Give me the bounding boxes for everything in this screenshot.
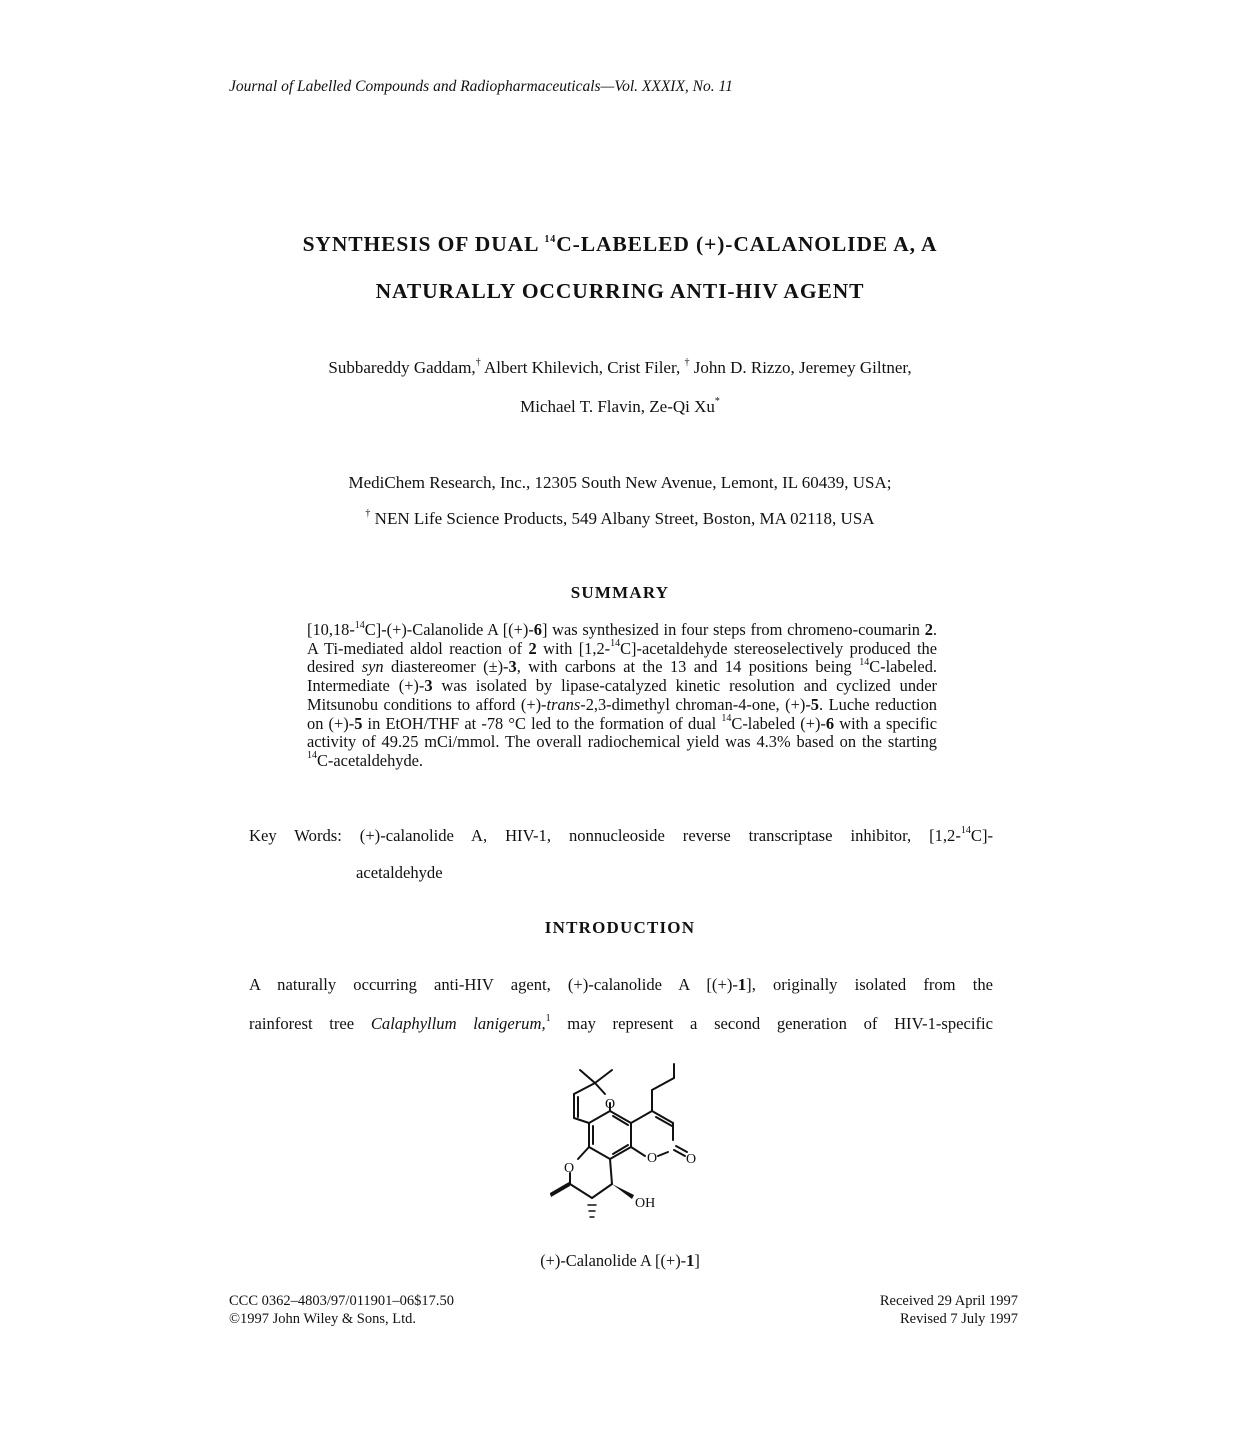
- footer-left: [229, 1292, 454, 1328]
- paper-title-line-2: NATURALLY OCCURRING ANTI-HIV AGENT: [375, 279, 865, 303]
- summary-paragraph: [10,18-$^{14}$C]-(+)-Calanolide A [(+)-6] was synthesized in four steps from chromeno-coumarin 2. A Ti-mediated aldol reaction of 2 with [1,2-$^{14}$C]-acetaldehyde stereoselectively produced the desired syn diastereomer (±)-3, with carbons at the 13 and 14 positions being $^{14}$C-labeled. Intermediate (+)-3 was isolated by lipase-catalyzed kinetic resolution and cyclized under Mitsunobu conditions to afford (+)-trans-2,3-dimethyl chroman-4-one, (+)-5. Luche reduction on (+)-5 in EtOH/THF at -78 °C led to the formation of dual $^{14}$C-labeled (+)-6 with a specific activity of 49.25 mCi/mmol. The overall radiochemical yield was 4.3% based on the starting $^{14}$C-acetaldehyde.: [307, 619, 937, 770]
- authors-line-2: [0, 397, 1240, 417]
- title-text: SYNTHESIS OF DUAL: [302, 232, 545, 256]
- atom-o-label: O: [647, 1151, 658, 1166]
- bond: [631, 1147, 645, 1156]
- calanolide-structure: [540, 1062, 720, 1242]
- introduction-heading: INTRODUCTION: [544, 918, 696, 937]
- journal-header: Journal of Labelled Compounds and Radiopharmaceuticals—Vol. XXXIX, No. 11: [229, 78, 733, 95]
- authors-line-1: [0, 358, 1240, 378]
- summary-heading: SUMMARY: [570, 583, 670, 602]
- author-text: Albert Khilevich, Crist Filer,: [480, 358, 685, 377]
- bond: [631, 1111, 652, 1123]
- title-superscript: 14: [544, 233, 557, 245]
- bond: [570, 1184, 592, 1198]
- received-date: Received 29 April 1997: [879, 1293, 1018, 1309]
- affiliation-1: MediChem Research, Inc., 12305 South New Avenue, Lemont, IL 60439, USA;: [348, 473, 892, 492]
- revised-date: Revised 7 July 1997: [899, 1311, 1018, 1327]
- bond: [578, 1147, 589, 1159]
- keywords-line-2: acetaldehyde: [356, 863, 443, 882]
- gem-dimethyl: [580, 1070, 595, 1083]
- intro-line-2: rainforest tree Calaphyllum lanigerum,$^1$ may represent a second generation of HIV-1-specific: [249, 1013, 993, 1033]
- bond: [574, 1118, 589, 1123]
- author-text: Subbareddy Gaddam,: [328, 358, 476, 377]
- atom-o-label: O: [686, 1152, 697, 1167]
- copyright: ©1997 John Wiley & Sons, Ltd.: [229, 1311, 416, 1327]
- keywords-line-1: Key Words: (+)-calanolide A, HIV-1, nonnucleoside reverse transcriptase inhibitor, [1,2-$^{14}$C]-: [249, 825, 993, 845]
- title-text: C-LABELED (+)-CALANOLIDE A, A: [556, 232, 938, 256]
- paper-title-line-1: [0, 232, 1240, 257]
- footer-right: [880, 1292, 1018, 1328]
- author-text: Michael T. Flavin, Ze-Qi Xu: [520, 397, 715, 416]
- atom-oh-label: OH: [635, 1196, 656, 1211]
- atom-o-label: O: [564, 1161, 575, 1176]
- bond: [592, 1184, 612, 1198]
- bond: [610, 1159, 612, 1184]
- ccc-code: CCC 0362–4803/97/011901–06$17.50: [229, 1293, 455, 1309]
- dagger-mark: †: [684, 357, 690, 369]
- gem-dimethyl: [595, 1070, 612, 1083]
- bond: [574, 1083, 595, 1094]
- dagger-mark: †: [365, 508, 371, 520]
- propyl-chain: [652, 1078, 674, 1090]
- affiliation-2: [0, 509, 1240, 529]
- wedge-methyl: [550, 1182, 570, 1197]
- bond: [658, 1152, 668, 1156]
- figure-caption: (+)-Calanolide A [(+)-1]: [540, 1251, 700, 1270]
- author-text: John D. Rizzo, Jeremey Giltner,: [689, 358, 912, 377]
- benzene-ring: [589, 1111, 631, 1159]
- corresponding-mark: *: [714, 396, 720, 408]
- intro-line-1: A naturally occurring anti-HIV agent, (+)-calanolide A [(+)-1], originally isolated from the: [249, 975, 993, 994]
- affiliation-text: NEN Life Science Products, 549 Albany Street, Boston, MA 02118, USA: [374, 509, 875, 528]
- dagger-mark: †: [475, 357, 481, 369]
- bond: [595, 1083, 605, 1094]
- atom-o-label: O: [605, 1097, 616, 1112]
- wedge-hydroxyl: [612, 1184, 634, 1199]
